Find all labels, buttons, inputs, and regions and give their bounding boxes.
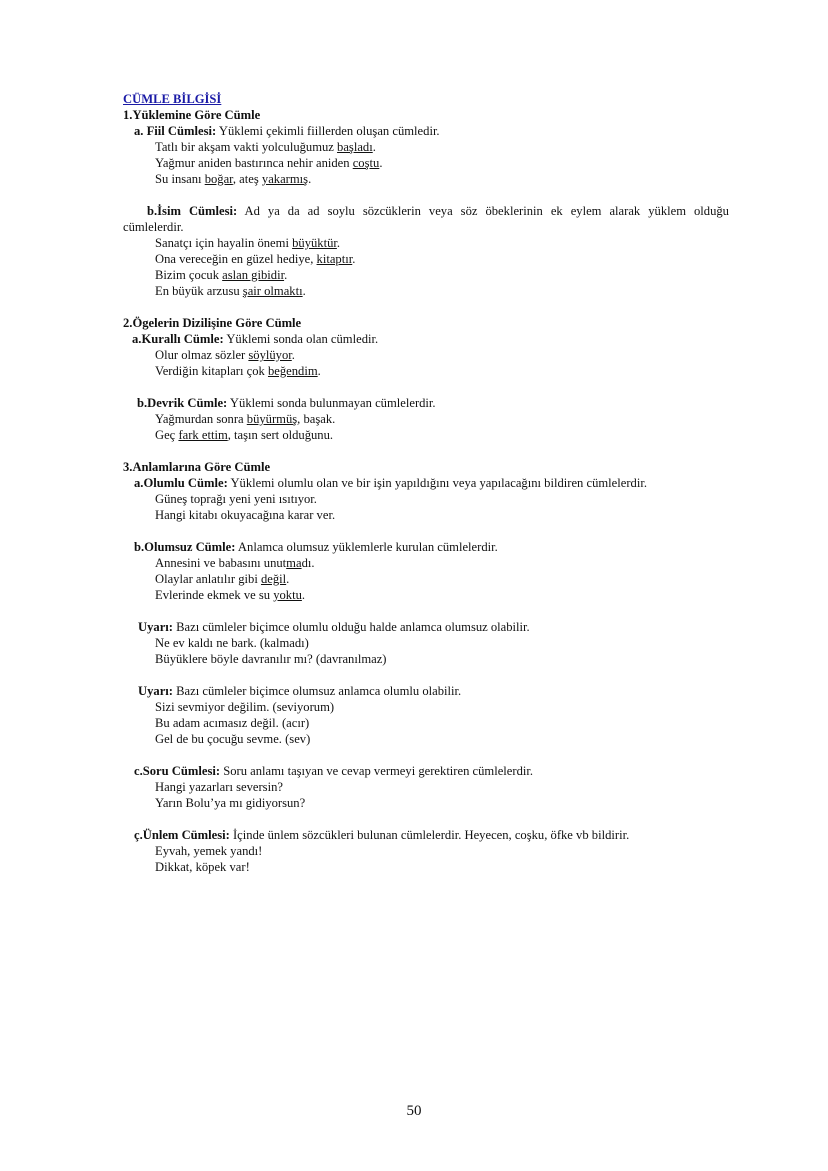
example-line: Yağmurdan sonra büyürmüş, başak. [155, 412, 336, 426]
section-heading: 3.Anlamlarına Göre Cümle [123, 460, 271, 474]
example-line: Verdiğin kitapları çok beğendim. [155, 364, 321, 378]
example-line: Bizim çocuk aslan gibidir. [155, 268, 288, 282]
definition-line: cümlelerdir. [123, 220, 184, 234]
section-heading: 2.Ögelerin Dizilişine Göre Cümle [123, 316, 302, 330]
example-line: Güneş toprağı yeni yeni ısıtıyor. [155, 492, 317, 506]
example-line: Yarın Bolu’ya mı gidiyorsun? [155, 796, 306, 810]
definition-line: a. Fiil Cümlesi: Yüklemi çekimli fiillerden oluşan cümledir. [134, 124, 440, 138]
definition-line: ç.Ünlem Cümlesi: İçinde ünlem sözcükleri bulunan cümlelerdir. Heyecen, coşku, öfke vb bildirir. [134, 828, 630, 842]
warning-note: Uyarı: Bazı cümleler biçimce olumsuz anlamca olumlu olabilir. [138, 684, 462, 698]
definition-line: b.Devrik Cümle: Yüklemi sonda bulunmayan cümlelerdir. [137, 396, 436, 410]
definition-line: b.Olumsuz Cümle: Anlamca olumsuz yüklemlerle kurulan cümlelerdir. [134, 540, 498, 554]
section-heading: 1.Yüklemine Göre Cümle [123, 108, 261, 122]
example-line: Olur olmaz sözler söylüyor. [155, 348, 295, 362]
warning-note: Uyarı: Bazı cümleler biçimce olumlu olduğu halde anlamca olumsuz olabilir. [138, 620, 530, 634]
example-line: Sizi sevmiyor değilim. (seviyorum) [155, 700, 335, 714]
definition-line: c.Soru Cümlesi: Soru anlamı taşıyan ve cevap vermeyi gerektiren cümlelerdir. [134, 764, 534, 778]
example-line: Gel de bu çocuğu sevme. (sev) [155, 732, 311, 746]
example-line: En büyük arzusu şair olmaktı. [155, 284, 306, 298]
example-line: Ne ev kaldı ne bark. (kalmadı) [155, 636, 309, 650]
example-line: Hangi kitabı okuyacağına karar ver. [155, 508, 336, 522]
definition-line: b.İsim Cümlesi: Ad ya da ad soylu sözcüklerin veya söz öbeklerinin ek eylem alarak yüklem olduğu [147, 204, 729, 218]
example-line: Geç fark ettim, taşın sert olduğunu. [155, 428, 334, 442]
page-number: 50 [406, 1103, 422, 1119]
example-line: Annesini ve babasını unutmadı. [155, 556, 315, 570]
example-line: Dikkat, köpek var! [155, 860, 250, 874]
example-line: Büyüklere böyle davranılır mı? (davranılmaz) [155, 652, 387, 666]
example-line: Hangi yazarları seversin? [155, 780, 283, 794]
example-line: Bu adam acımasız değil. (acır) [155, 716, 310, 730]
example-line: Ona vereceğin en güzel hediye, kitaptır. [155, 252, 356, 266]
example-line: Sanatçı için hayalin önemi büyüktür. [155, 236, 341, 250]
definition-line: a.Olumlu Cümle: Yüklemi olumlu olan ve bir işin yapıldığını veya yapılacağını bildiren cümlelerdir. [134, 476, 647, 490]
example-line: Tatlı bir akşam vakti yolculuğumuz başladı. [155, 140, 376, 154]
page-title: CÜMLE BİLGİSİ [123, 92, 222, 106]
definition-line: a.Kurallı Cümle: Yüklemi sonda olan cümledir. [132, 332, 379, 346]
example-line: Yağmur aniden bastırınca nehir aniden coştu. [155, 156, 383, 170]
example-line: Evlerinde ekmek ve su yoktu. [155, 588, 306, 602]
example-line: Su insanı boğar, ateş yakarmış. [155, 172, 312, 186]
example-line: Eyvah, yemek yandı! [155, 844, 263, 858]
example-line: Olaylar anlatılır gibi değil. [155, 572, 290, 586]
